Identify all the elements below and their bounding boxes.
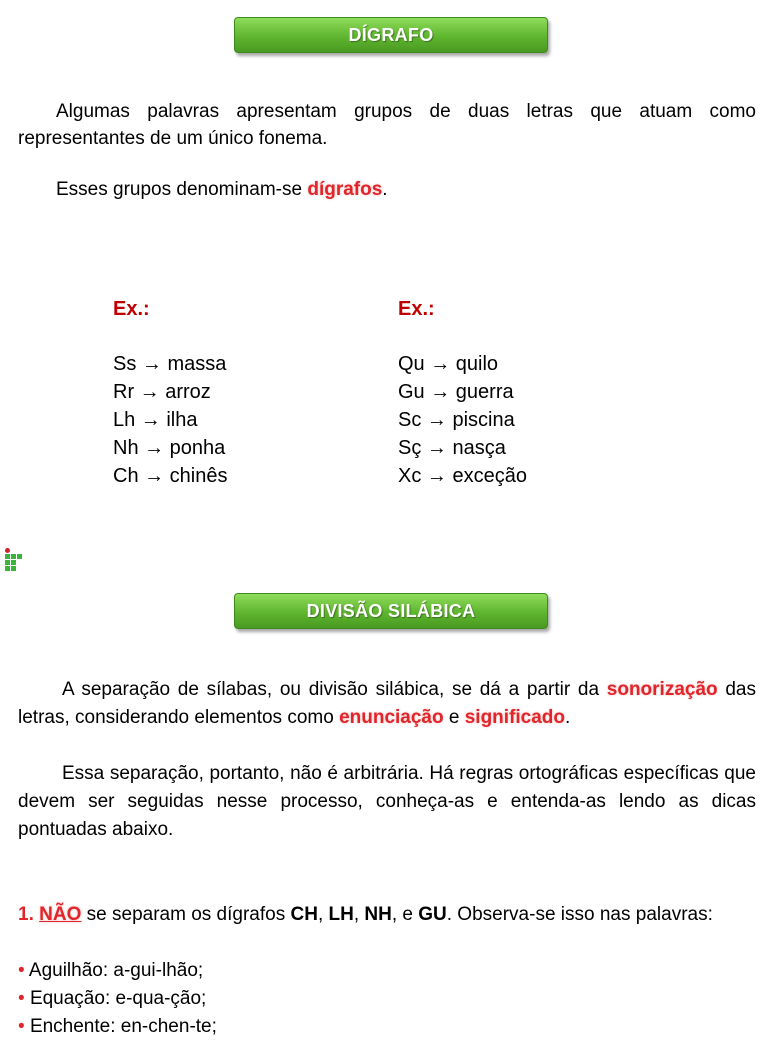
example-item: Rr → arroz xyxy=(113,381,211,403)
rule-negation: NÃO xyxy=(39,904,82,925)
rule-1 xyxy=(18,901,756,929)
highlight-sonorizacao: sonorização xyxy=(606,679,718,700)
institution-logo-icon xyxy=(5,548,23,572)
text-run: , xyxy=(353,904,365,925)
digraph-lh: LH xyxy=(328,904,354,925)
highlight-significado: significado xyxy=(464,707,566,728)
text-run: se separam os dígrafos xyxy=(81,904,291,925)
banner-title: DIVISÃO SILÁBICA xyxy=(306,600,476,621)
section-banner-digrafo xyxy=(234,17,548,53)
syllable-paragraph-1 xyxy=(18,676,756,732)
bullet-icon: • xyxy=(18,988,25,1009)
rule-number: 1. xyxy=(18,904,34,925)
syllable-paragraph-2 xyxy=(18,760,756,844)
intro-text: Algumas palavras apresentam grupos de duas letras que atuam como representantes de um único fonema. xyxy=(18,101,756,149)
example-bullet xyxy=(18,957,756,985)
highlight-enunciacao: enunciação xyxy=(339,707,444,728)
text-run: e xyxy=(443,707,465,728)
example-item: Lh → ilha xyxy=(113,409,198,431)
examples-left-heading: Ex.: xyxy=(113,298,150,320)
text-run: das letras, considerando elementos como xyxy=(18,679,756,728)
digraph-nh: NH xyxy=(364,904,392,925)
text-run: . xyxy=(565,707,571,728)
example-item: Xc → exceção xyxy=(398,465,527,487)
text-run: , e xyxy=(391,904,419,925)
digraph-gu: GU xyxy=(418,904,447,925)
example-item: Sç → nasça xyxy=(398,437,506,459)
definition-paragraph xyxy=(18,176,768,203)
examples-right-heading: Ex.: xyxy=(398,298,435,320)
text-run: , xyxy=(317,904,329,925)
intro-paragraph xyxy=(18,98,756,152)
example-item: Sc → piscina xyxy=(398,409,515,431)
definition-highlight: dígrafos xyxy=(307,179,383,200)
example-item: Ss → massa xyxy=(113,353,227,375)
bullet-icon: • xyxy=(18,1016,25,1037)
example-bullet xyxy=(18,985,756,1013)
bullet-icon: • xyxy=(18,960,25,981)
banner-title: DÍGRAFO xyxy=(348,24,434,45)
definition-prefix: Esses grupos denominam-se xyxy=(56,179,308,200)
example-item: Gu → guerra xyxy=(398,381,514,403)
text-run: . Observa-se isso nas palavras: xyxy=(446,904,713,925)
section-banner-divisao-silabica xyxy=(234,593,548,629)
example-item: Nh → ponha xyxy=(113,437,226,459)
example-text: Enchente: en-chen-te; xyxy=(29,1016,217,1037)
definition-suffix: . xyxy=(382,179,388,200)
example-item: Qu → quilo xyxy=(398,353,499,375)
text-run: A separação de sílabas, ou divisão silábica, se dá a partir da xyxy=(62,679,607,700)
rules-intro-text: Essa separação, portanto, não é arbitrária. Há regras ortográficas específicas que devem ser seguidas nesse processo, conheça-as e entenda-as lendo as dicas pontuadas abaixo. xyxy=(18,763,756,840)
examples-right-column xyxy=(398,295,527,490)
example-bullet xyxy=(18,1013,756,1041)
example-item: Ch → chinês xyxy=(113,465,228,487)
digraph-ch: CH xyxy=(290,904,318,925)
examples-left-column xyxy=(113,295,228,490)
example-text: Equação: e-qua-ção; xyxy=(29,988,207,1009)
example-text: Aguilhão: a-gui-lhão; xyxy=(28,960,204,981)
